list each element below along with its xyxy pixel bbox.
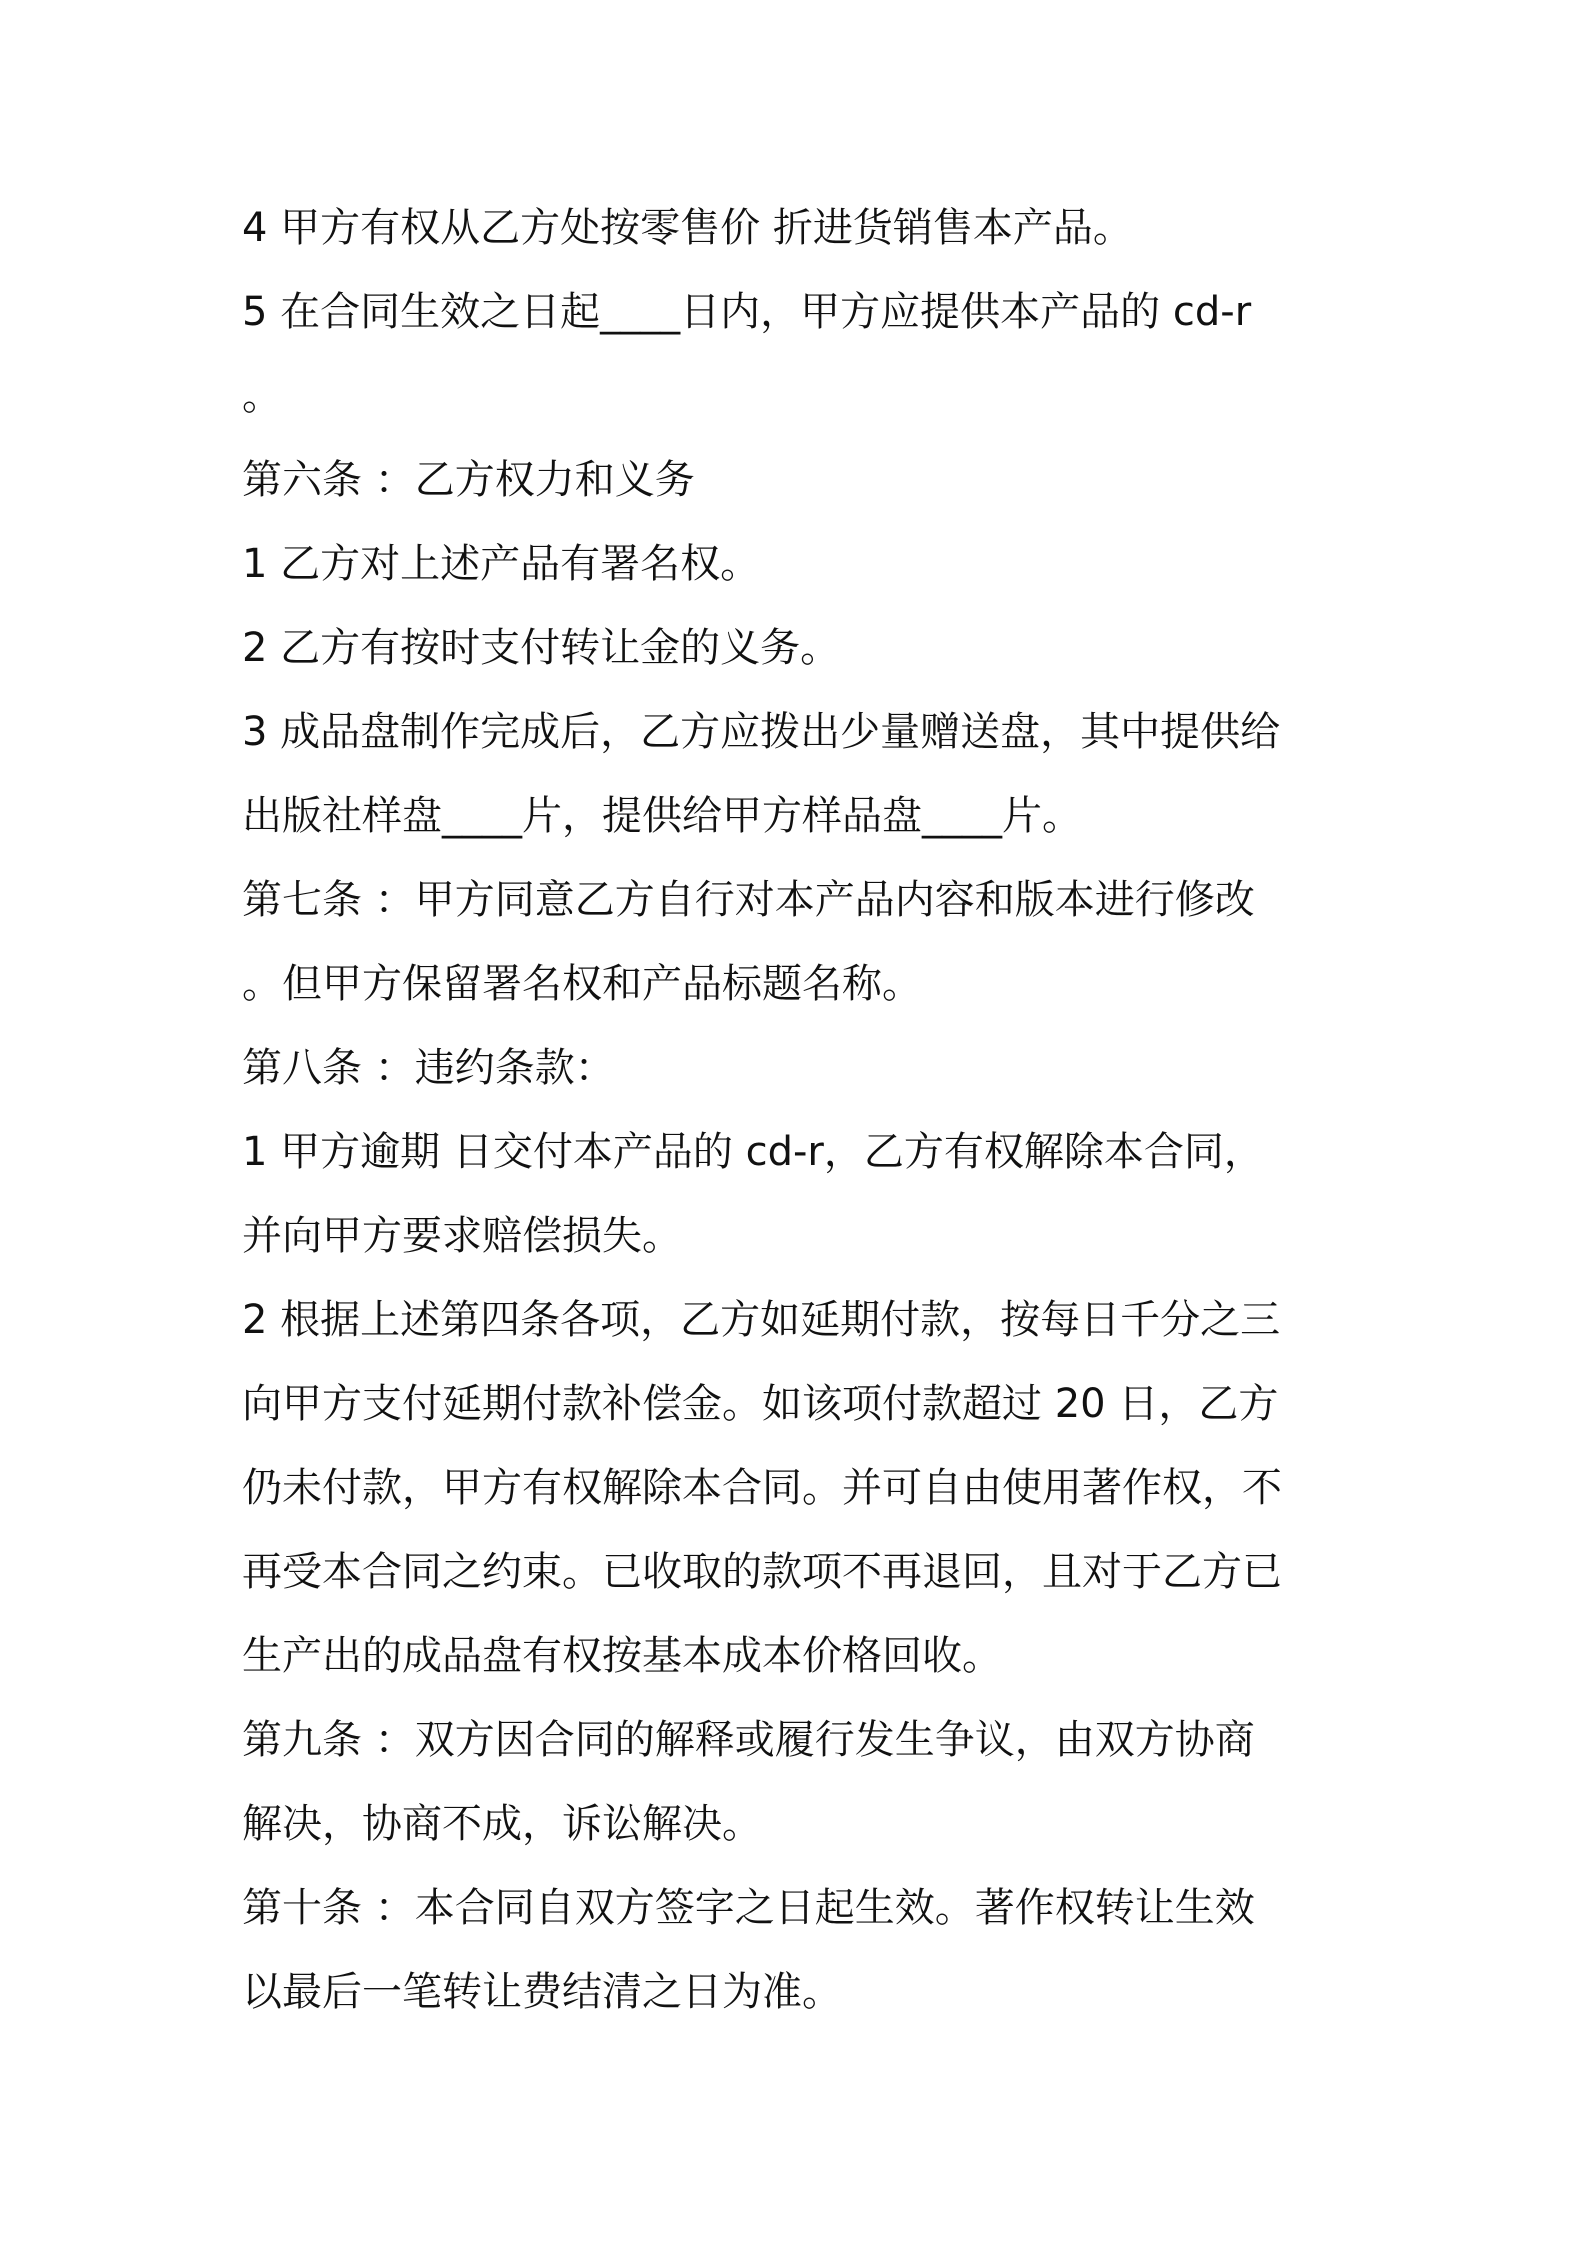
clause-line: 2 乙方有按时支付转让金的义务。 [242, 625, 841, 671]
article-heading: 第六条 ：乙方权力和义务 [242, 457, 695, 503]
clause-line: 3 成品盘制作完成后，乙方应拨出少量赠送盘，其中提供给 [242, 709, 1281, 755]
article-heading: 第九条 ：双方因合同的解释或履行发生争议，由双方协商 [242, 1717, 1255, 1763]
clause-line: 。但甲方保留署名权和产品标题名称。 [242, 961, 922, 1007]
clause-line: 生产出的成品盘有权按基本成本价格回收。 [242, 1633, 1002, 1679]
clause-line: 2 根据上述第四条各项，乙方如延期付款，按每日千分之三 [242, 1297, 1281, 1343]
clause-line: 。 [242, 373, 282, 419]
clause-line: 1 乙方对上述产品有署名权。 [242, 541, 761, 587]
clause-line: 1 甲方逾期 日交付本产品的 cd-r，乙方有权解除本合同， [242, 1129, 1264, 1175]
clause-line: 5 在合同生效之日起____日内，甲方应提供本产品的 cd-r [242, 289, 1252, 335]
article-heading: 第十条 ：本合同自双方签字之日起生效。著作权转让生效 [242, 1885, 1255, 1931]
article-heading: 第八条 ：违约条款： [242, 1045, 615, 1091]
clause-line: 以最后一笔转让费结清之日为准。 [242, 1969, 842, 2015]
clause-line: 向甲方支付延期付款补偿金。如该项付款超过 20 日，乙方 [242, 1381, 1279, 1427]
contract-text [242, 186, 1362, 2034]
clause-line: 仍未付款，甲方有权解除本合同。并可自由使用著作权，不 [242, 1465, 1282, 1511]
clause-line: 并向甲方要求赔偿损失。 [242, 1213, 682, 1259]
clause-line: 再受本合同之约束。已收取的款项不再退回，且对于乙方已 [242, 1549, 1282, 1595]
article-heading: 第七条 ：甲方同意乙方自行对本产品内容和版本进行修改 [242, 877, 1255, 923]
clause-line: 解决，协商不成，诉讼解决。 [242, 1801, 762, 1847]
clause-line: 出版社样盘____片，提供给甲方样品盘____片。 [242, 793, 1082, 839]
clause-line: 4 甲方有权从乙方处按零售价 折进货销售本产品。 [242, 205, 1133, 251]
